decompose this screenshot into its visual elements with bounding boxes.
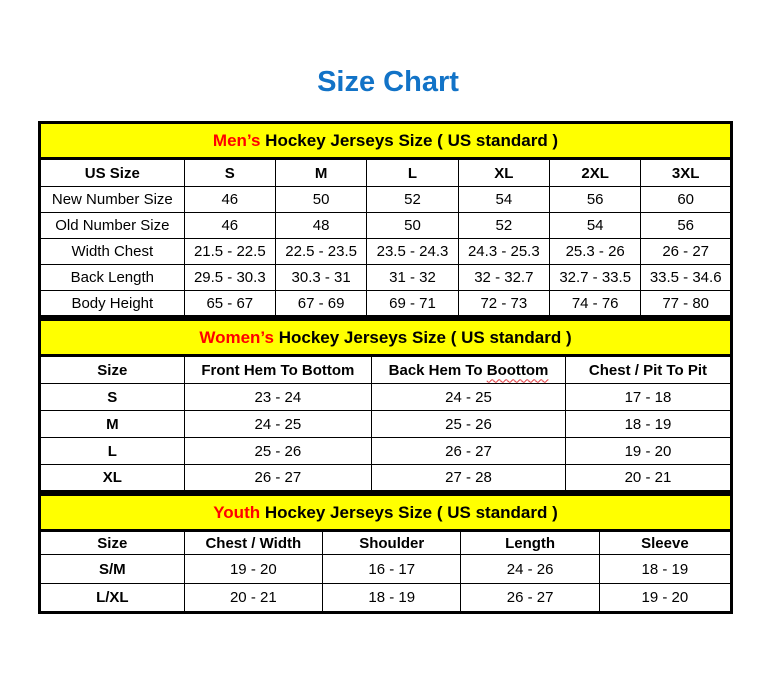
table-cell: 26 - 27 (461, 584, 599, 613)
table-cell: 67 - 69 (275, 291, 366, 317)
table-row-mens-3 (40, 265, 732, 291)
column-header-womens-1: Front Hem To Bottom (184, 356, 372, 384)
column-header-text: Back Hem To (388, 361, 487, 379)
row-label: L (40, 438, 185, 465)
section-header-mens (40, 123, 732, 159)
size-chart-tables (38, 121, 733, 614)
table-row-mens-1 (40, 213, 732, 239)
table-cell: 50 (367, 213, 458, 239)
table-cell: 25 - 26 (184, 438, 372, 465)
section-highlight-mens: Men’s (212, 130, 261, 150)
column-header-mens-3: L (367, 159, 458, 187)
column-header-youth-1: Chest / Width (184, 531, 322, 555)
table-cell: 54 (458, 187, 549, 213)
section-title-text: Hockey Jerseys Size ( US standard ) (260, 502, 558, 522)
column-header-womens-2 (372, 356, 566, 384)
column-header-mens-2: M (275, 159, 366, 187)
table-cell: 74 - 76 (550, 291, 641, 317)
column-header-womens-3: Chest / Pit To Pit (565, 356, 731, 384)
table-cell: 65 - 67 (184, 291, 275, 317)
section-header-womens (40, 320, 732, 356)
table-cell: 72 - 73 (458, 291, 549, 317)
table-row-womens-0 (40, 384, 732, 411)
column-header-mens-4: XL (458, 159, 549, 187)
table-cell: 52 (367, 187, 458, 213)
table-cell: 46 (184, 213, 275, 239)
table-cell: 26 - 27 (641, 239, 732, 265)
column-header-mens-5: 2XL (550, 159, 641, 187)
table-cell: 77 - 80 (641, 291, 732, 317)
table-cell: 21.5 - 22.5 (184, 239, 275, 265)
row-label: Body Height (40, 291, 185, 317)
size-table-mens (38, 121, 733, 318)
table-cell: 26 - 27 (184, 465, 372, 492)
table-cell: 16 - 17 (323, 555, 461, 584)
column-header-youth-3: Length (461, 531, 599, 555)
table-row-mens-0 (40, 187, 732, 213)
table-row-womens-2 (40, 438, 732, 465)
table-cell: 18 - 19 (599, 555, 731, 584)
column-header-mens-1: S (184, 159, 275, 187)
table-cell: 56 (550, 187, 641, 213)
table-cell: 30.3 - 31 (275, 265, 366, 291)
table-cell: 29.5 - 30.3 (184, 265, 275, 291)
table-cell: 25 - 26 (372, 411, 566, 438)
table-cell: 25.3 - 26 (550, 239, 641, 265)
table-cell: 69 - 71 (367, 291, 458, 317)
table-cell: 52 (458, 213, 549, 239)
row-label: L/XL (40, 584, 185, 613)
column-header-youth-4: Sleeve (599, 531, 731, 555)
table-cell: 20 - 21 (565, 465, 731, 492)
table-row-mens-4 (40, 291, 732, 317)
table-cell: 18 - 19 (565, 411, 731, 438)
table-cell: 19 - 20 (184, 555, 322, 584)
page-title: Size Chart (317, 66, 459, 98)
table-row-youth-1 (40, 584, 732, 613)
row-label: XL (40, 465, 185, 492)
column-header-womens-0: Size (40, 356, 185, 384)
table-cell: 24 - 26 (461, 555, 599, 584)
section-highlight-youth: Youth (213, 502, 261, 522)
table-cell: 24 - 25 (372, 384, 566, 411)
section-title-text: Hockey Jerseys Size ( US standard ) (260, 130, 559, 150)
table-row-womens-3 (40, 465, 732, 492)
size-table-womens (38, 318, 733, 493)
section-title-text: Hockey Jerseys Size ( US standard ) (273, 327, 572, 347)
table-cell: 50 (275, 187, 366, 213)
row-label: S (40, 384, 185, 411)
table-cell: 31 - 32 (367, 265, 458, 291)
row-label: Back Length (40, 265, 185, 291)
column-header-youth-2: Shoulder (323, 531, 461, 555)
table-cell: 18 - 19 (323, 584, 461, 613)
table-cell: 17 - 18 (565, 384, 731, 411)
section-header-youth (40, 495, 732, 531)
table-cell: 46 (184, 187, 275, 213)
table-cell: 27 - 28 (372, 465, 566, 492)
size-table-youth (38, 493, 733, 614)
column-header-mens-6: 3XL (641, 159, 732, 187)
column-header-youth-0: Size (40, 531, 185, 555)
table-cell: 22.5 - 23.5 (275, 239, 366, 265)
table-cell: 32 - 32.7 (458, 265, 549, 291)
row-label: S/M (40, 555, 185, 584)
table-cell: 60 (641, 187, 732, 213)
row-label: Width Chest (40, 239, 185, 265)
table-cell: 32.7 - 33.5 (550, 265, 641, 291)
column-header-mens-0: US Size (40, 159, 185, 187)
table-cell: 24.3 - 25.3 (458, 239, 549, 265)
table-cell: 56 (641, 213, 732, 239)
table-cell: 19 - 20 (599, 584, 731, 613)
row-label: M (40, 411, 185, 438)
section-highlight-womens: Women’s (199, 327, 274, 347)
table-cell: 33.5 - 34.6 (641, 265, 732, 291)
table-cell: 19 - 20 (565, 438, 731, 465)
table-cell: 20 - 21 (184, 584, 322, 613)
table-cell: 24 - 25 (184, 411, 372, 438)
misspelled-word: Boottom (486, 361, 549, 379)
table-cell: 48 (275, 213, 366, 239)
table-cell: 23 - 24 (184, 384, 372, 411)
table-cell: 26 - 27 (372, 438, 566, 465)
table-cell: 54 (550, 213, 641, 239)
table-cell: 23.5 - 24.3 (367, 239, 458, 265)
row-label: New Number Size (40, 187, 185, 213)
table-row-youth-0 (40, 555, 732, 584)
table-row-mens-2 (40, 239, 732, 265)
table-row-womens-1 (40, 411, 732, 438)
row-label: Old Number Size (40, 213, 185, 239)
